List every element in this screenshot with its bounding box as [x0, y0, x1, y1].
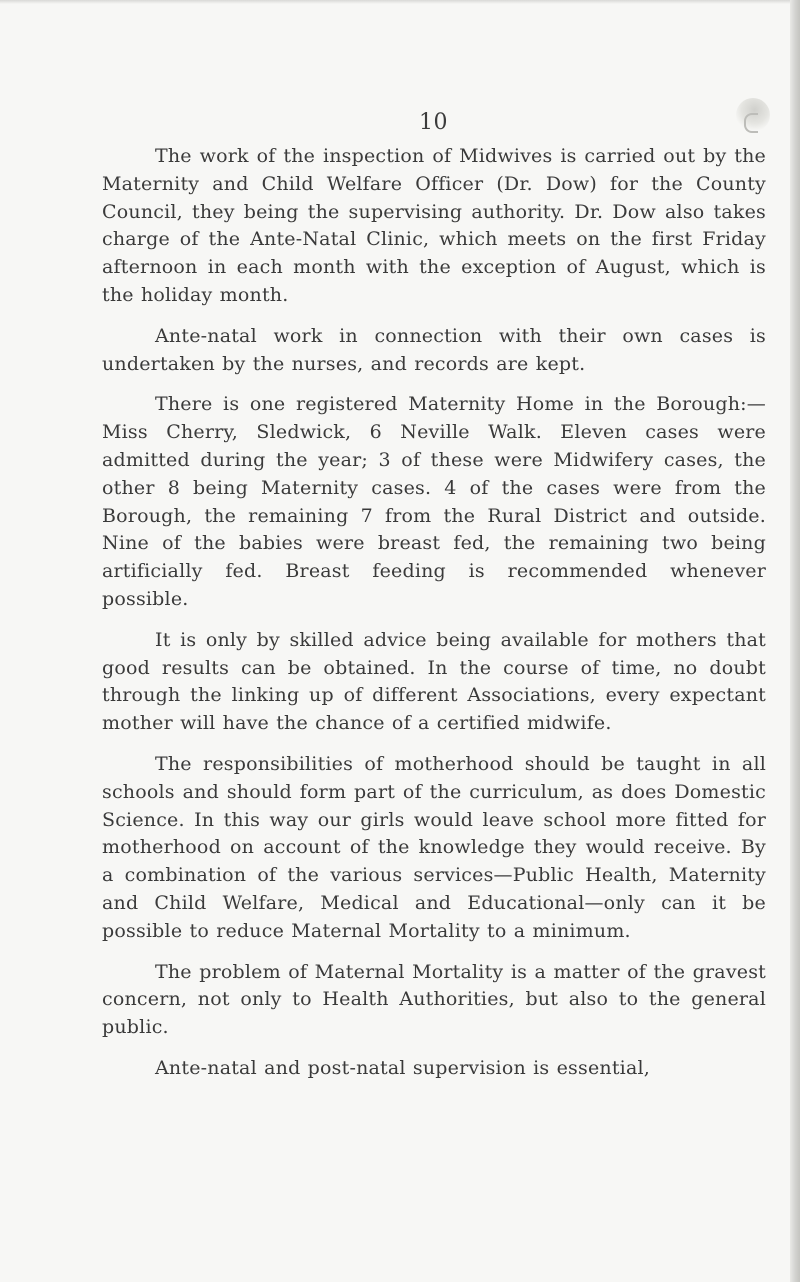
paragraph-midwives-inspection: The work of the inspection of Midwives is carried out by the Maternity and Child Welfare Officer (Dr. Dow) for the County Council, they being the supervising authority. Dr. Dow also takes charge of the Ante-Natal Clinic, which meets on the first Friday afternoon in each month with the exception of August, which is the holiday month.	[102, 145, 766, 306]
body-text	[102, 143, 766, 1083]
corner-stamp-mark	[736, 98, 770, 132]
page-top-edge	[0, 0, 800, 4]
paragraph-supervision: Ante-natal and post-natal supervision is essential,	[155, 1056, 650, 1079]
page-number: 10	[419, 110, 448, 135]
paragraph-maternity-home: There is one registered Maternity Home in the Borough:—Miss Cherry, Sledwick, 6 Neville Walk. Eleven cases were admitted during the year; 3 of these were Midwifery cases, the other 8 being Maternity cases. 4 of the cases were from the Borough, the remaining 7 from the Rural District and outside. Nine of the babies were breast fed, the remaining two being artificially fed. Breast feeding is recommended whenever possible.	[102, 393, 766, 610]
page-right-edge	[790, 0, 800, 1282]
paragraph-responsibilities: The responsibilities of motherhood should be taught in all schools and should form part of the curriculum, as does Domestic Science. In this way our girls would leave school more fitted for motherhood on account of the knowledge they would receive. By a combination of the various services—Public Health, Maternity and Child Welfare, Medical and Educational—only can it be possible to reduce Maternal Mortality to a minimum.	[102, 752, 766, 942]
paragraph-skilled-advice: It is only by skilled advice being available for mothers that good results can be obtained. In the course of time, no doubt through the linking up of different Associations, every expectant mother will have the chance of a certified midwife.	[102, 628, 766, 735]
paragraph-maternal-mortality: The problem of Maternal Mortality is a matter of the gravest concern, not only to Health Authorities, but also to the general public.	[102, 960, 766, 1039]
paragraph-ante-natal-work: Ante-natal work in connection with their own cases is undertaken by the nurses, and records are kept.	[102, 324, 766, 375]
